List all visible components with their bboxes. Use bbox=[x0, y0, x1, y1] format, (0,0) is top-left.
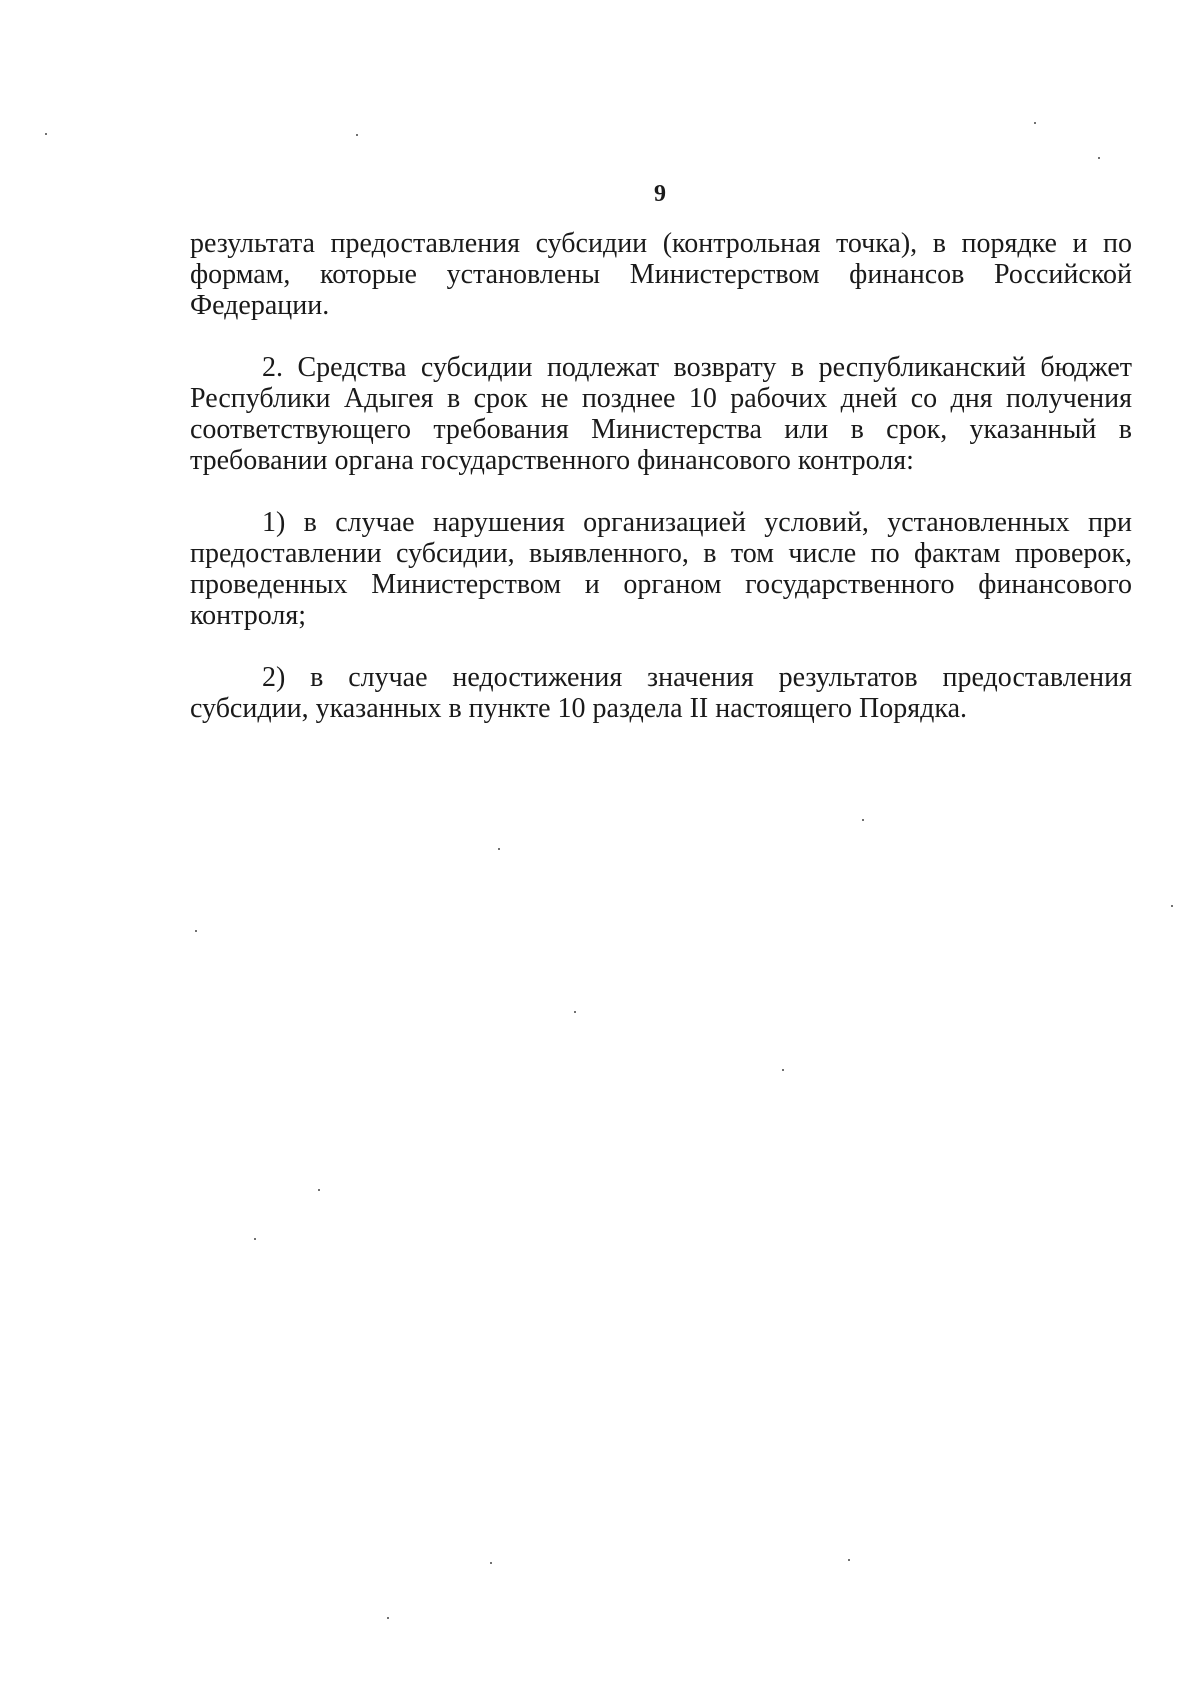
scan-speck bbox=[254, 1238, 256, 1240]
scan-speck bbox=[1171, 905, 1173, 907]
scan-speck bbox=[195, 930, 197, 932]
scan-speck bbox=[782, 1069, 784, 1071]
scan-speck bbox=[1098, 157, 1100, 159]
scan-speck bbox=[574, 1011, 576, 1013]
document-body bbox=[190, 228, 1132, 755]
scan-speck bbox=[387, 1617, 389, 1619]
scan-speck bbox=[45, 133, 47, 135]
scan-speck bbox=[862, 819, 864, 821]
scan-speck bbox=[848, 1559, 850, 1561]
scan-speck bbox=[356, 134, 358, 136]
paragraph-item-1: 1) в случае нарушения организацией условий, установленных при предоставлении субсидии, выявленного, в том числе по фактам проверок, проведенных Министерством и органом государственного финансового контроля; bbox=[190, 507, 1132, 631]
paragraph-item-2: 2) в случае недостижения значения результатов предоставления субсидии, указанных в пункте 10 раздела II настоящего Порядка. bbox=[190, 662, 1132, 724]
page-number: 9 bbox=[654, 181, 666, 207]
scan-speck bbox=[1034, 122, 1036, 124]
scan-speck bbox=[490, 1562, 492, 1564]
paragraph-section-2: 2. Средства субсидии подлежат возврату в республиканский бюджет Республики Адыгея в срок не позднее 10 рабочих дней со дня получения соответствующего требования Министерства или в срок, указанный в требовании органа государственного финансового контроля: bbox=[190, 352, 1132, 476]
paragraph-continuation: результата предоставления субсидии (контрольная точка), в порядке и по формам, которые установлены Министерством финансов Российской Федерации. bbox=[190, 228, 1132, 321]
scan-speck bbox=[318, 1189, 320, 1191]
scan-speck bbox=[498, 848, 500, 850]
